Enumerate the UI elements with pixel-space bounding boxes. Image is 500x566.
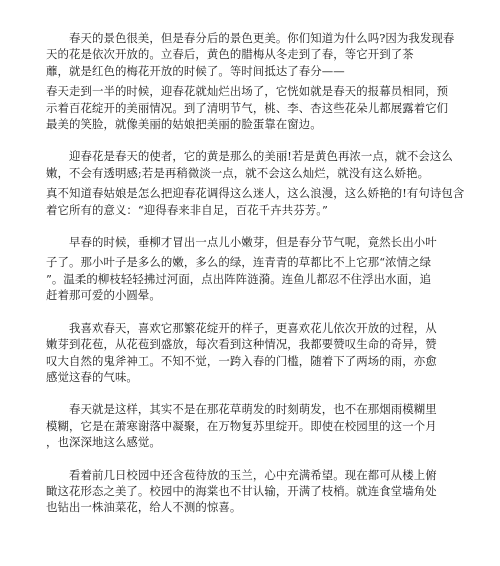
paragraph: [46, 401, 454, 450]
text-line: ，也深深地这么感觉。: [46, 435, 161, 450]
text-line: 感觉这春的气味。: [46, 369, 138, 384]
text-line: 最美的笑脸，就像美丽的姑娘把美丽的脸蛋靠在窗边。: [46, 117, 322, 132]
text-line: 看着前几日校园中还含苞待放的玉兰，心中充满希望。现在都可从楼上俯: [46, 467, 437, 482]
text-line: 模糊，它是在萧寒谢落中凝聚，在万物复苏里绽开。即使在校园里的这一个月: [46, 418, 437, 433]
text-line: 天的花是依次开放的。立春后，黄色的腊梅从冬走到了春，等它开到了茶: [46, 47, 414, 62]
text-line: 着它所有的意义：“迎得春来非自足，百花千卉共芬芳。”: [46, 202, 328, 217]
text-line: 嫩芽到花苞，从花苞到盛放，每次看到这种情况，我都要赞叹生命的奇异，赞: [46, 337, 437, 352]
text-line: 赶着那可爱的小圆晕。: [46, 288, 161, 303]
paragraph: [46, 234, 454, 304]
text-line: 迎春花是春天的使者，它的黄是那么的美丽!若是黄色再浓一点，就不会这么: [46, 149, 453, 164]
text-line: 早春的时候，垂柳才冒出一点儿小嫩芽，但是春分节气呢，竟然长出小叶: [46, 235, 437, 250]
paragraph: [46, 30, 454, 132]
text-line: 真不知道春姑娘是怎么把迎春花调得这么迷人，这么浪漫，这么娇艳的!有句诗包含: [46, 186, 465, 201]
paragraph: [46, 320, 454, 386]
paragraph: [46, 148, 465, 218]
text-line: 示着百花绽开的美丽情况。到了清明节气，桃、李、杏这些花朵儿都展露着它们: [46, 100, 449, 115]
text-line: 春天的景色很美，但是春分后的景色更美。你们知道为什么吗?因为我发现春: [46, 31, 455, 45]
text-line: 春天走到一半的时候，迎春花就灿烂出场了，它恍如就是春天的报幕员相同，预: [46, 84, 449, 99]
text-line: 也钻出一株油菜花，给人不测的惊喜。: [46, 500, 242, 515]
text-line: 春天就是这样，其实不是在那花草萌发的时刻萌发，也不在那烟雨模糊里: [46, 402, 437, 417]
text-line: 叹大自然的鬼斧神工。不知不觉，一跨入春的门槛，随着下了两场的雨，亦愈: [46, 353, 437, 368]
text-line: 我喜欢春天，喜欢它那繁花绽开的样子，更喜欢花儿依次开放的过程，从: [46, 320, 437, 335]
text-line: 子了。那小叶子是多么的嫩，多么的绿，连青青的草都比不上它那“浓情之绿: [46, 255, 432, 270]
text-line: 嫩，不会有透明感;若是再稍微淡一点，就不会这么灿烂，就没有这么娇艳。: [46, 165, 430, 180]
text-line: ”。温柔的柳枝轻轻拂过河面，点出阵阵涟漪。连鱼儿都忍不住浮出水面，追: [46, 271, 432, 286]
text-line: 蘼，就是红色的梅花开放的时候了。等时间抵达了春分——: [46, 63, 345, 78]
paragraph: [46, 467, 454, 516]
text-line: 瞰这花形态之美了。校园中的海棠也不甘认输，开满了枝梢。就连食堂墙角处: [46, 483, 437, 498]
